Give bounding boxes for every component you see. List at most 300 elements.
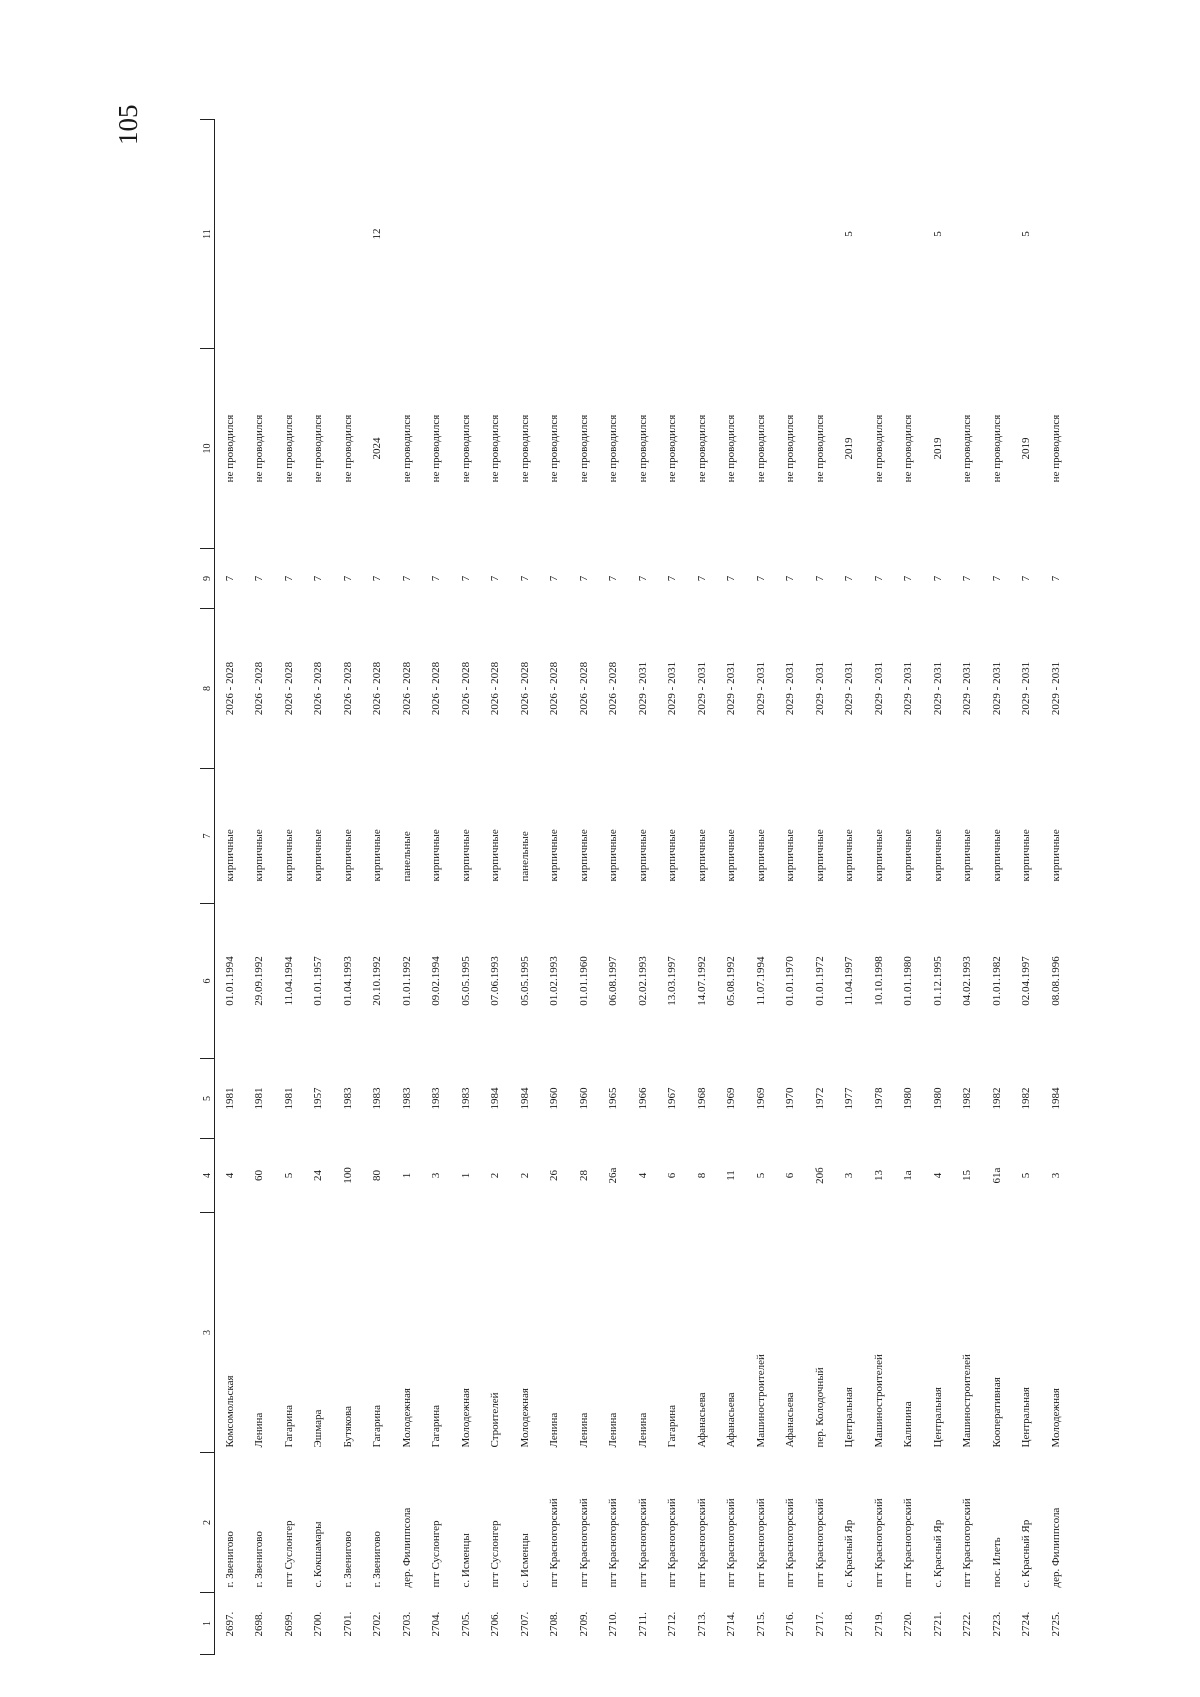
wall-material-cell: кирпичные [341,829,354,882]
wall-material-cell: кирпичные [990,829,1003,882]
survey-status-cell: 2024 [371,437,384,460]
repair-period-cell: 2026 - 2028 [282,661,295,716]
wall-material-cell: кирпичные [666,829,679,882]
settlement-cell: пгт Красногорский [577,1498,590,1588]
table-row [510,120,540,1655]
date-cell: 01.12.1995 [931,956,944,1006]
column-11-cell [1041,120,1071,349]
settlement-cell: дер. Филиппсола [1049,1507,1062,1588]
column-11-cell [894,120,924,349]
settlement-cell: с. Красный Яр [931,1519,944,1588]
column-9-cell: 7 [961,575,974,582]
house-number-cell: 3 [843,1172,856,1179]
repair-period-cell: 2026 - 2028 [577,661,590,716]
date-cell: 14.07.1992 [695,956,708,1006]
survey-status-cell: 2019 [1020,437,1033,460]
row-number-cell: 2721. [931,1611,944,1637]
repair-period-cell: 2029 - 2031 [843,661,856,716]
column-9-cell: 7 [990,575,1003,582]
row-number-cell: 2725. [1049,1611,1062,1637]
street-cell: Афанасьева [784,1392,797,1448]
date-cell: 01.01.1992 [400,956,413,1006]
survey-status-cell: не проводился [577,414,590,483]
build-year-cell: 1982 [961,1087,974,1110]
street-cell: Бутякова [341,1406,354,1448]
settlement-cell: пгт Суслонгер [430,1520,443,1588]
column-number-6: 6 [200,904,215,1059]
repair-period-cell: 2026 - 2028 [371,661,384,716]
repair-period-cell: 2026 - 2028 [341,661,354,716]
table-row [333,120,363,1655]
street-cell: Строителей [489,1392,502,1448]
table-row [687,120,717,1655]
survey-status-cell: 2019 [931,437,944,460]
survey-status-cell: не проводился [489,414,502,483]
date-cell: 10.10.1998 [872,956,885,1006]
build-year-cell: 1957 [312,1087,325,1110]
column-9-cell: 7 [577,575,590,582]
column-number-5: 5 [200,1059,215,1139]
survey-status-cell: не проводился [961,414,974,483]
build-year-cell: 1969 [725,1087,738,1110]
row-number-cell: 2712. [666,1611,679,1637]
date-cell: 02.02.1993 [636,956,649,1006]
wall-material-cell: кирпичные [902,829,915,882]
row-number-cell: 2701. [341,1611,354,1637]
build-year-cell: 1967 [666,1087,679,1110]
repair-period-cell: 2026 - 2028 [312,661,325,716]
table-row [805,120,835,1655]
survey-status-cell: не проводился [223,414,236,483]
column-9-cell: 7 [784,575,797,582]
build-year-cell: 1981 [282,1087,295,1110]
table-row [215,120,245,1655]
column-9-cell: 7 [754,575,767,582]
date-cell: 09.02.1994 [430,956,443,1006]
column-11-cell [776,120,806,349]
survey-status-cell: не проводился [607,414,620,483]
street-cell: Центральная [931,1387,944,1448]
settlement-cell: пгт Красногорский [754,1498,767,1588]
house-number-cell: 80 [371,1170,384,1181]
table-row [451,120,481,1655]
column-9-cell: 7 [459,575,472,582]
date-cell: 07.06.1993 [489,956,502,1006]
street-cell: Калинина [902,1401,915,1448]
wall-material-cell: кирпичные [784,829,797,882]
row-number-cell: 2719. [872,1611,885,1637]
survey-status-cell: не проводился [400,414,413,483]
row-number-cell: 2704. [430,1611,443,1637]
settlement-cell: г. Звенигово [371,1531,384,1588]
settlement-cell: пгт Красногорский [902,1498,915,1588]
table-row [717,120,747,1655]
column-number-9: 9 [200,549,215,609]
house-number-cell: 4 [636,1172,649,1179]
column-11-cell [982,120,1012,349]
column-9-cell: 7 [607,575,620,582]
build-year-cell: 1969 [754,1087,767,1110]
settlement-cell: с. Исменцы [518,1533,531,1588]
settlement-cell: с. Красный Яр [1020,1519,1033,1588]
row-number-cell: 2722. [961,1611,974,1637]
row-number-cell: 2724. [1020,1611,1033,1637]
survey-status-cell: не проводился [872,414,885,483]
repair-period-cell: 2029 - 2031 [931,661,944,716]
row-number-cell: 2714. [725,1611,738,1637]
survey-status-cell: не проводился [666,414,679,483]
street-cell: Центральная [1020,1387,1033,1448]
settlement-cell: пос. Илеть [990,1537,1003,1588]
wall-material-cell: кирпичные [253,829,266,882]
row-number-cell: 2716. [784,1611,797,1637]
build-year-cell: 1983 [371,1087,384,1110]
survey-status-cell: не проводился [253,414,266,483]
survey-status-cell: не проводился [902,414,915,483]
repair-period-cell: 2029 - 2031 [666,661,679,716]
row-number-cell: 2710. [607,1611,620,1637]
column-9-cell: 7 [1020,575,1033,582]
repair-period-cell: 2029 - 2031 [784,661,797,716]
table-row [953,120,983,1655]
repair-period-cell: 2029 - 2031 [961,661,974,716]
table-row [422,120,452,1655]
build-year-cell: 1982 [1020,1087,1033,1110]
date-cell: 01.01.1982 [990,956,1003,1006]
repair-period-cell: 2029 - 2031 [902,661,915,716]
settlement-cell: пгт Суслонгер [489,1520,502,1588]
wall-material-cell: панельные [400,831,413,882]
column-9-cell: 7 [312,575,325,582]
column-9-cell: 7 [902,575,915,582]
house-number-cell: 26а [607,1167,620,1184]
street-cell: Гагарина [282,1404,295,1448]
survey-status-cell: не проводился [695,414,708,483]
date-cell: 08.08.1996 [1049,956,1062,1006]
column-9-cell: 7 [253,575,266,582]
house-number-cell: 24 [312,1170,325,1181]
build-year-cell: 1983 [341,1087,354,1110]
street-cell: Молодежная [400,1388,413,1448]
settlement-cell: пгт Красногорский [813,1498,826,1588]
build-year-cell: 1982 [990,1087,1003,1110]
build-year-cell: 1983 [400,1087,413,1110]
row-number-cell: 2707. [518,1611,531,1637]
date-cell: 06.08.1997 [607,956,620,1006]
column-number-row [200,120,215,1655]
survey-status-cell: не проводился [430,414,443,483]
settlement-cell: пгт Красногорский [784,1498,797,1588]
street-cell: Ленина [577,1412,590,1448]
build-year-cell: 1981 [253,1087,266,1110]
table-row [481,120,511,1655]
build-year-cell: 1970 [784,1087,797,1110]
house-number-cell: 4 [223,1172,236,1179]
house-number-cell: 1а [902,1170,915,1181]
repair-period-cell: 2026 - 2028 [459,661,472,716]
column-11-cell [628,120,658,349]
survey-status-cell: не проводился [341,414,354,483]
date-cell: 01.02.1993 [548,956,561,1006]
date-cell: 05.05.1995 [459,956,472,1006]
repair-period-cell: 2026 - 2028 [548,661,561,716]
house-number-cell: 1 [400,1172,413,1179]
row-number-cell: 2715. [754,1611,767,1637]
street-cell: Молодежная [459,1388,472,1448]
house-number-cell: 3 [430,1172,443,1179]
table-row [245,120,275,1655]
settlement-cell: пгт Красногорский [666,1498,679,1588]
table-row [569,120,599,1655]
house-number-cell: 11 [725,1170,738,1181]
wall-material-cell: кирпичные [371,829,384,882]
date-cell: 01.01.1994 [223,956,236,1006]
repair-period-cell: 2029 - 2031 [754,661,767,716]
table-row [894,120,924,1655]
table-row [776,120,806,1655]
column-number-3: 3 [200,1213,215,1453]
date-cell: 02.04.1997 [1020,956,1033,1006]
street-cell: Комсомольская [223,1375,236,1448]
survey-status-cell: не проводился [312,414,325,483]
row-number-cell: 2711. [636,1612,649,1637]
street-cell: Молодежная [518,1388,531,1448]
column-11-cell [746,120,776,349]
column-11-cell [510,120,540,349]
column-11-cell: 5 [931,231,944,237]
street-cell: Гагарина [430,1404,443,1448]
register-table [200,119,1071,1655]
street-cell: Ленина [548,1412,561,1448]
house-number-cell: 28 [577,1170,590,1181]
date-cell: 01.01.1960 [577,956,590,1006]
column-9-cell: 7 [931,575,944,582]
column-9-cell: 7 [400,575,413,582]
table-body [215,120,1071,1655]
column-9-cell: 7 [1049,575,1062,582]
survey-status-cell: не проводился [754,414,767,483]
repair-period-cell: 2026 - 2028 [400,661,413,716]
house-number-cell: 15 [961,1170,974,1181]
column-9-cell: 7 [695,575,708,582]
repair-period-cell: 2029 - 2031 [1049,661,1062,716]
wall-material-cell: кирпичные [636,829,649,882]
settlement-cell: пгт Суслонгер [282,1520,295,1588]
wall-material-cell: кирпичные [695,829,708,882]
repair-period-cell: 2026 - 2028 [489,661,502,716]
house-number-cell: 20б [813,1167,826,1184]
street-cell: Машиностроителей [961,1354,974,1448]
wall-material-cell: кирпичные [1020,829,1033,882]
row-number-cell: 2718. [843,1611,856,1637]
build-year-cell: 1966 [636,1087,649,1110]
house-number-cell: 26 [548,1170,561,1181]
settlement-cell: пгт Красногорский [607,1498,620,1588]
date-cell: 11.04.1994 [282,956,295,1006]
table-row [835,120,865,1655]
column-11-cell [864,120,894,349]
column-number-1: 1 [200,1593,215,1655]
wall-material-cell: кирпичные [430,829,443,882]
row-number-cell: 2702. [371,1611,384,1637]
column-11-cell [481,120,511,349]
date-cell: 01.01.1980 [902,956,915,1006]
wall-material-cell: кирпичные [843,829,856,882]
build-year-cell: 1983 [430,1087,443,1110]
column-9-cell: 7 [872,575,885,582]
settlement-cell: пгт Красногорский [961,1498,974,1588]
house-number-cell: 2 [489,1172,502,1179]
column-11-cell [805,120,835,349]
column-9-cell: 7 [636,575,649,582]
settlement-cell: пгт Красногорский [725,1498,738,1588]
row-number-cell: 2723. [990,1611,1003,1637]
build-year-cell: 1981 [223,1087,236,1110]
column-9-cell: 7 [666,575,679,582]
repair-period-cell: 2029 - 2031 [725,661,738,716]
survey-status-cell: 2019 [843,437,856,460]
table-row [1041,120,1071,1655]
build-year-cell: 1965 [607,1087,620,1110]
survey-status-cell: не проводился [725,414,738,483]
column-number-8: 8 [200,609,215,769]
table-row [363,120,393,1655]
build-year-cell: 1984 [489,1087,502,1110]
row-number-cell: 2706. [489,1611,502,1637]
column-11-cell [569,120,599,349]
settlement-cell: г. Звенигово [341,1531,354,1588]
repair-period-cell: 2026 - 2028 [430,661,443,716]
row-number-cell: 2703. [400,1611,413,1637]
repair-period-cell: 2026 - 2028 [223,661,236,716]
survey-status-cell: не проводился [990,414,1003,483]
wall-material-cell: кирпичные [607,829,620,882]
column-number-4: 4 [200,1139,215,1213]
column-number-10: 10 [200,349,215,549]
survey-status-cell: не проводился [459,414,472,483]
repair-period-cell: 2026 - 2028 [518,661,531,716]
column-number-11: 11 [200,120,215,349]
house-number-cell: 2 [518,1172,531,1179]
date-cell: 05.05.1995 [518,956,531,1006]
wall-material-cell: кирпичные [223,829,236,882]
row-number-cell: 2698. [253,1611,266,1637]
repair-period-cell: 2029 - 2031 [1020,661,1033,716]
house-number-cell: 5 [282,1172,295,1179]
date-cell: 01.01.1972 [813,956,826,1006]
wall-material-cell: кирпичные [282,829,295,882]
row-number-cell: 2708. [548,1611,561,1637]
column-9-cell: 7 [430,575,443,582]
wall-material-cell: кирпичные [961,829,974,882]
build-year-cell: 1984 [1049,1087,1062,1110]
table-row [540,120,570,1655]
build-year-cell: 1984 [518,1087,531,1110]
table-row [982,120,1012,1655]
survey-status-cell: не проводился [518,414,531,483]
table-row [1012,120,1042,1655]
column-11-cell [215,120,245,349]
wall-material-cell: кирпичные [1049,829,1062,882]
row-number-cell: 2697. [223,1611,236,1637]
street-cell: Ленина [253,1412,266,1448]
column-11-cell [540,120,570,349]
row-number-cell: 2717. [813,1611,826,1637]
street-cell: Афанасьева [695,1392,708,1448]
column-11-cell [422,120,452,349]
column-11-cell [333,120,363,349]
build-year-cell: 1978 [872,1087,885,1110]
repair-period-cell: 2026 - 2028 [253,661,266,716]
build-year-cell: 1980 [902,1087,915,1110]
table-row [304,120,334,1655]
row-number-cell: 2709. [577,1611,590,1637]
survey-status-cell: не проводился [282,414,295,483]
repair-period-cell: 2029 - 2031 [636,661,649,716]
row-number-cell: 2720. [902,1611,915,1637]
build-year-cell: 1960 [577,1087,590,1110]
date-cell: 04.02.1993 [961,956,974,1006]
wall-material-cell: кирпичные [754,829,767,882]
column-9-cell: 7 [371,575,384,582]
wall-material-cell: кирпичные [813,829,826,882]
column-11-cell [451,120,481,349]
survey-status-cell: не проводился [548,414,561,483]
build-year-cell: 1980 [931,1087,944,1110]
column-11-cell [953,120,983,349]
column-11-cell [304,120,334,349]
row-number-cell: 2699. [282,1611,295,1637]
build-year-cell: 1968 [695,1087,708,1110]
build-year-cell: 1977 [843,1087,856,1110]
street-cell: Центральная [843,1387,856,1448]
wall-material-cell: кирпичные [725,829,738,882]
house-number-cell: 6 [666,1172,679,1179]
column-11-cell [245,120,275,349]
wall-material-cell: кирпичные [548,829,561,882]
column-11-cell: 12 [371,228,384,240]
date-cell: 01.04.1993 [341,956,354,1006]
house-number-cell: 6 [784,1172,797,1179]
column-9-cell: 7 [843,575,856,582]
column-9-cell: 7 [341,575,354,582]
page-number: 105 [113,104,143,145]
street-cell: Машиностроителей [872,1354,885,1448]
column-9-cell: 7 [223,575,236,582]
repair-period-cell: 2029 - 2031 [695,661,708,716]
settlement-cell: дер. Филиппсола [400,1507,413,1588]
survey-status-cell: не проводился [1049,414,1062,483]
street-cell: Молодежная [1049,1388,1062,1448]
wall-material-cell: кирпичные [931,829,944,882]
settlement-cell: с. Красный Яр [843,1519,856,1588]
house-number-cell: 13 [872,1170,885,1181]
column-9-cell: 7 [489,575,502,582]
column-11-cell [392,120,422,349]
settlement-cell: с. Кокшамары [312,1521,325,1588]
table-row [923,120,953,1655]
row-number-cell: 2705. [459,1611,472,1637]
table-header [200,120,215,1655]
street-cell: Гагарина [371,1404,384,1448]
street-cell: Кооперативная [990,1377,1003,1448]
build-year-cell: 1960 [548,1087,561,1110]
street-cell: Машиностроителей [754,1354,767,1448]
date-cell: 13.03.1997 [666,956,679,1006]
date-cell: 05.08.1992 [725,956,738,1006]
repair-period-cell: 2029 - 2031 [872,661,885,716]
survey-status-cell: не проводился [784,414,797,483]
